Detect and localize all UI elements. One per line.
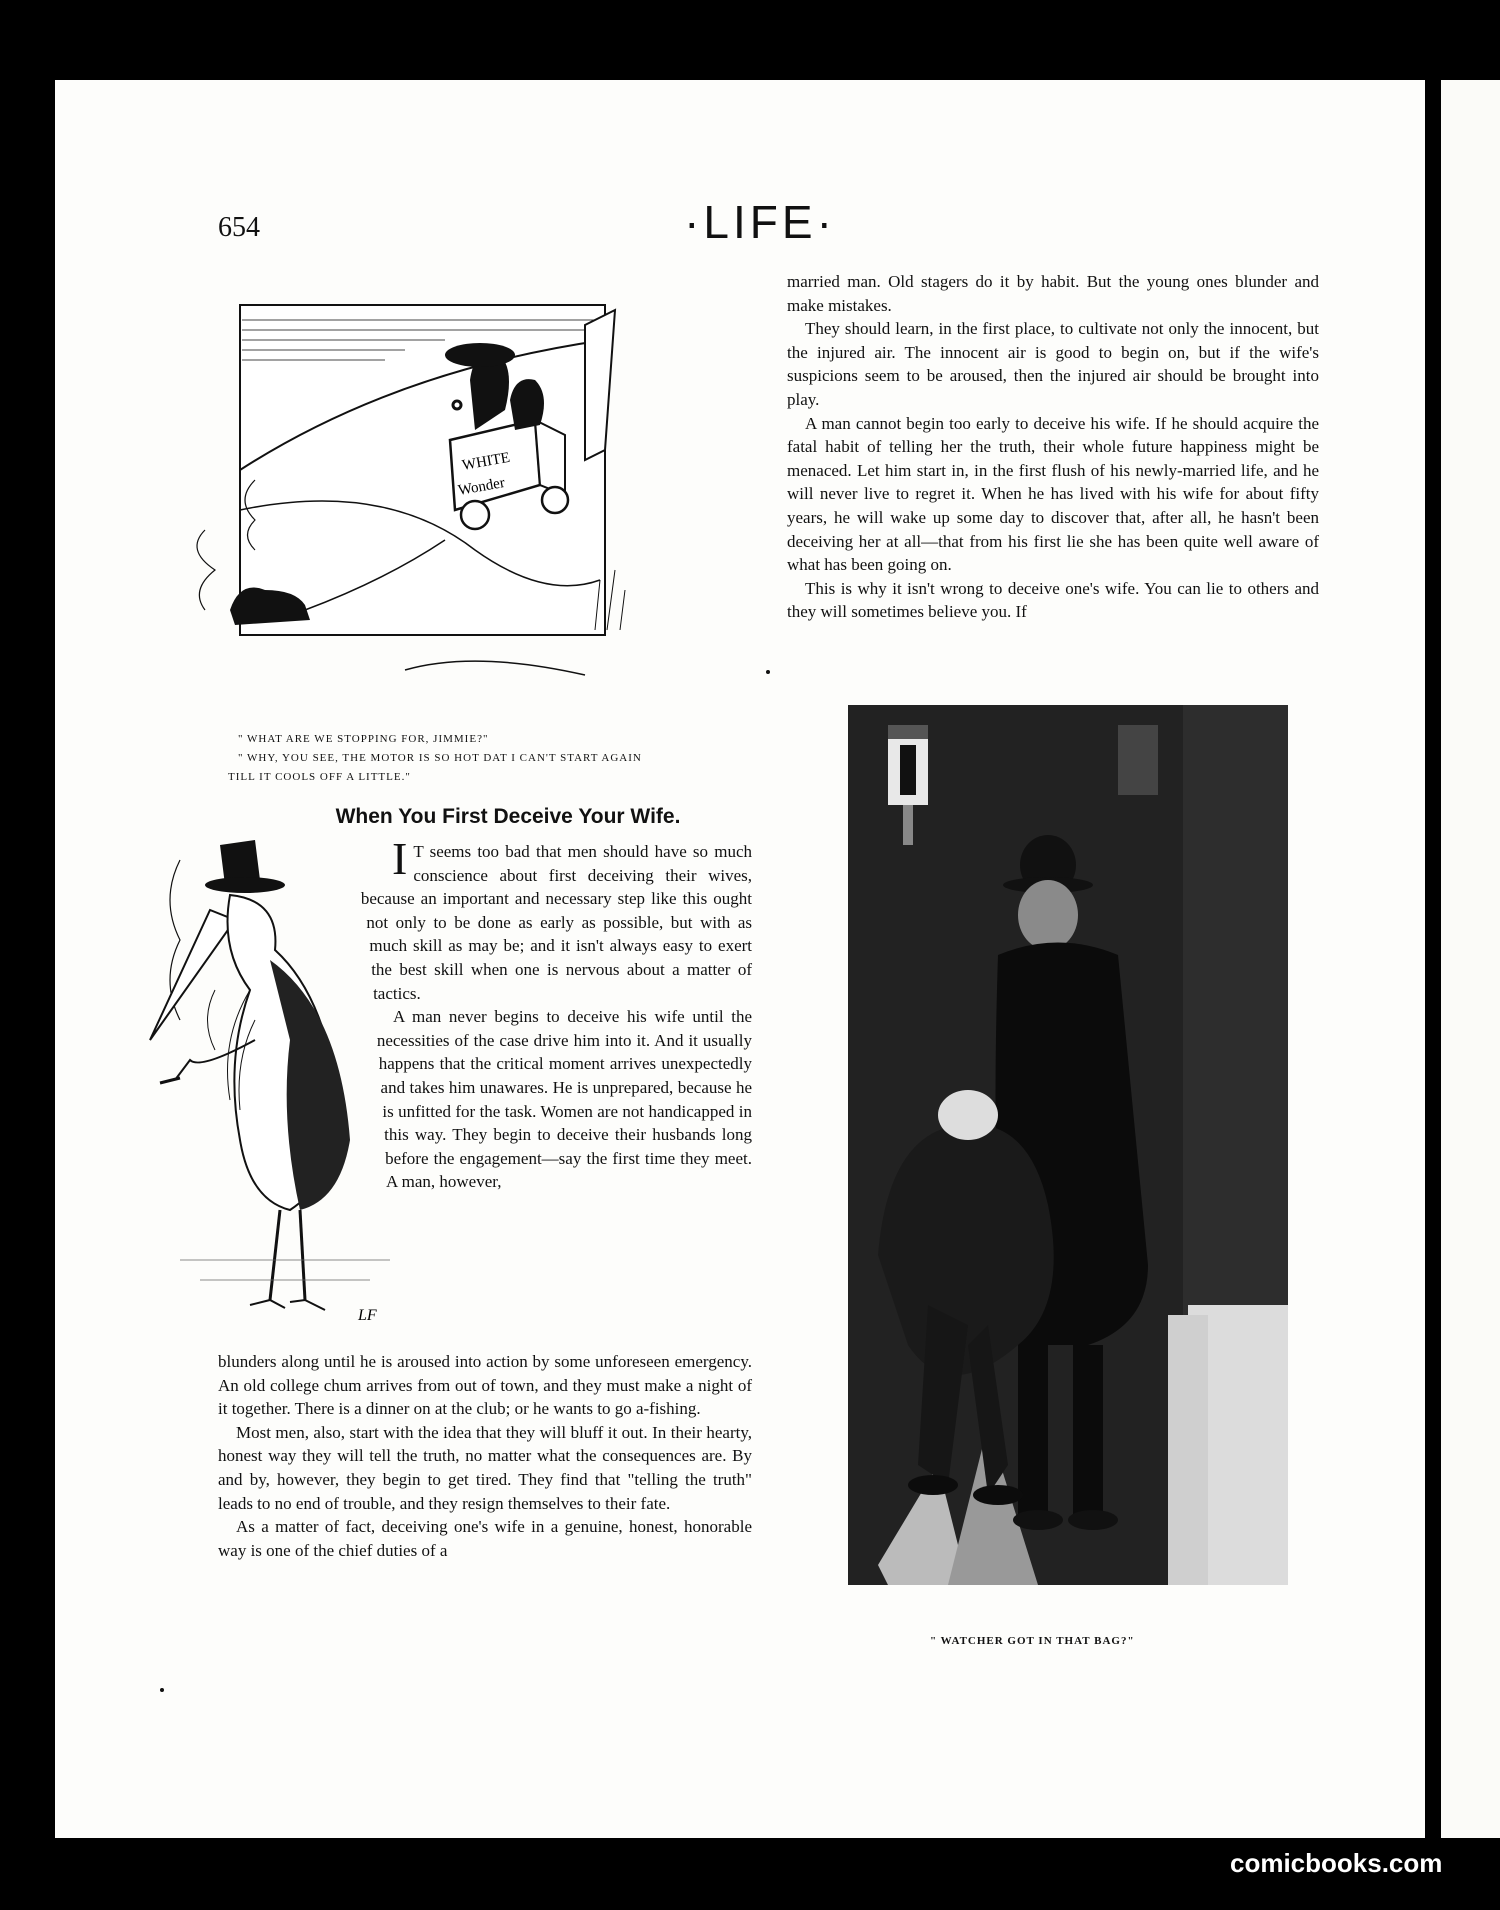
paragraph-3: Most men, also, start with the idea that they will bluff it out. In their hearty, honest way they will tell the truth, no matter what the consequences are. By and by, however, they begin to get tired. They find that "telling the truth" leads to no end of trouble, and they resign themselves to their fate. [218, 1422, 752, 1513]
top-cartoon-caption [228, 730, 728, 787]
drop-cap: I [392, 833, 408, 884]
article-text-wrapped [312, 833, 752, 1345]
caption-line-1: " WHAT ARE WE STOPPING FOR, JIMMIE?" [238, 733, 489, 745]
watermark: comicbooks.com [1230, 1848, 1443, 1878]
crate-label-line1: WHITE [460, 449, 512, 474]
next-page-edge [1438, 80, 1500, 1838]
crate-label-line2: Wonder [456, 475, 507, 499]
stray-mark [766, 670, 770, 674]
paragraph-2-continued: blunders along until he is aroused into action by some unforeseen emergency. An old college chum arrives from out of town, and they must make a night of it together. There is a dinner on at the club; or he wants to go a-fishing. [218, 1352, 752, 1419]
right-paragraph-1: married man. Old stagers do it by habit. But the young ones blunder and make mistakes. [787, 272, 1319, 315]
caption-line-2: " WHY, YOU SEE, THE MOTOR IS SO HOT DAT I CAN'T START AGAIN [238, 752, 642, 764]
stray-mark [160, 1688, 164, 1692]
article-headline: When You First Deceive Your Wife. [335, 805, 681, 828]
page-number: 654 [218, 212, 260, 243]
paragraph-4: As a matter of fact, deceiving one's wife in a genuine, honest, honorable way is one of the chief duties of a [218, 1517, 752, 1560]
illustrator-signature: LF [358, 1307, 377, 1324]
policeman-and-tramp-illustration [848, 705, 1288, 1585]
caption-line-3: TILL IT COOLS OFF A LITTLE." [228, 771, 411, 783]
masthead-title: ·LIFE· [684, 196, 836, 248]
article-text-left-column [218, 1350, 752, 1562]
right-paragraph-4: This is why it isn't wrong to deceive one's wife. You can lie to others and they will sometimes believe you. If [787, 578, 1319, 622]
article-text-right-column [787, 270, 1319, 624]
paragraph-1: T seems too bad that men should have so much conscience about first deceiving their wives, because an important and necessary step like this ought not only to be done as early as possible, but with as much skill as may be; and it isn't always easy to exert the best skill when one is nervous about a matter of tactics. [360, 842, 752, 1003]
right-paragraph-2: They should learn, in the first place, to cultivate not only the innocent, but the injured air. The innocent air is good to begin on, but if the wife's suspicions seem to be aroused, then the injured air should be brought into play. [787, 319, 1319, 409]
right-paragraph-3: A man cannot begin too early to deceive his wife. If he should acquire the fatal habit of telling her the truth, their whole future happiness might be menaced. Let him start in, in the first flush of his newly-married life, and he will never live to regret it. When he has lived with his wife for about fifty years, he will wake up some day to discover that, after all, he hasn't been deceiving her at all—that from his first lie she has been quite well aware of what has been going on. [787, 413, 1319, 575]
motor-car-cartoon [145, 250, 745, 720]
right-illustration-caption: " WATCHER GOT IN THAT BAG?" [930, 1635, 1135, 1647]
paragraph-2: A man never begins to deceive his wife until the necessities of the case drive him into it. And it usually happens that the critical moment arrives unexpectedly and takes him unawares. He is unprepared, because he is unfitted for the task. Women are not handicapped in this way. They begin to deceive their husbands long before the engagement—say the first time they meet. A man, however, [376, 1007, 752, 1192]
